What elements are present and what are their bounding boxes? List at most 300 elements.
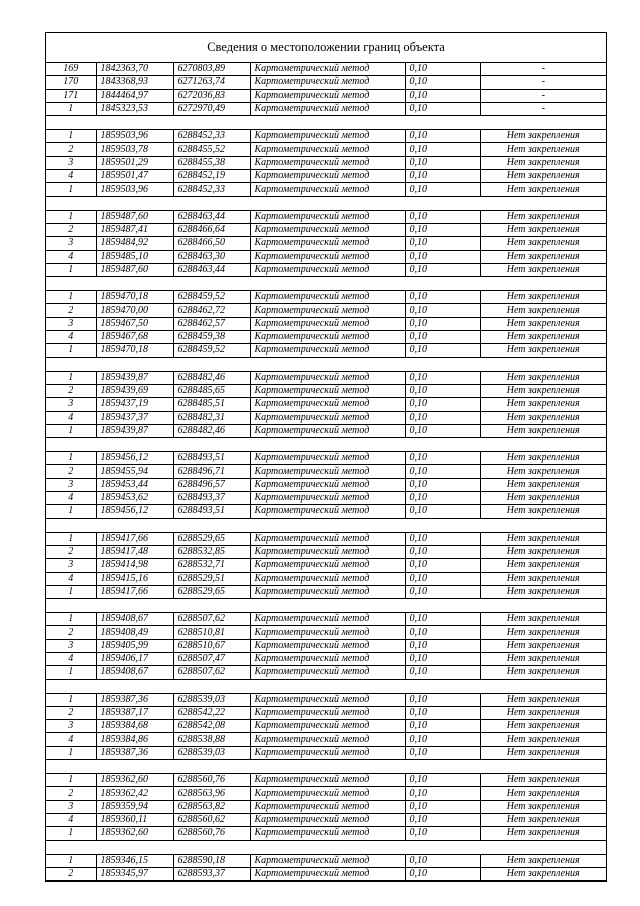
coord-x-cell: 1859362,42 — [96, 787, 173, 800]
table-row — [46, 465, 606, 478]
method-cell: Картометрический метод — [250, 774, 405, 787]
point-number-cell: 1 — [46, 130, 96, 143]
accuracy-cell: 0,10 — [405, 398, 480, 411]
fixing-description-cell: Нет закрепления — [480, 626, 606, 639]
table-row — [46, 478, 606, 491]
coord-x-cell: 1842363,70 — [96, 63, 173, 76]
fixing-description-cell: Нет закрепления — [480, 545, 606, 558]
coord-x-cell: 1859487,60 — [96, 263, 173, 276]
coord-x-cell: 1859453,62 — [96, 492, 173, 505]
fixing-description-cell: Нет закрепления — [480, 666, 606, 679]
accuracy-cell: 0,10 — [405, 867, 480, 880]
table-row — [46, 304, 606, 317]
fixing-description-cell: Нет закрепления — [480, 585, 606, 598]
coord-x-cell: 1859405,99 — [96, 639, 173, 652]
method-cell: Картометрический метод — [250, 693, 405, 706]
coord-x-cell: 1859362,60 — [96, 774, 173, 787]
coord-y-cell: 6288542,22 — [173, 706, 250, 719]
point-number-cell: 3 — [46, 156, 96, 169]
coord-x-cell: 1859487,60 — [96, 210, 173, 223]
method-cell: Картометрический метод — [250, 398, 405, 411]
coord-y-cell: 6288459,52 — [173, 344, 250, 357]
fixing-description-cell: Нет закрепления — [480, 532, 606, 545]
fixing-description-cell: Нет закрепления — [480, 237, 606, 250]
coord-x-cell: 1843368,93 — [96, 76, 173, 89]
group-separator — [46, 518, 606, 532]
coord-x-cell: 1859384,68 — [96, 720, 173, 733]
coord-x-cell: 1859467,68 — [96, 331, 173, 344]
table-row — [46, 639, 606, 652]
coord-x-cell: 1859408,49 — [96, 626, 173, 639]
accuracy-cell: 0,10 — [405, 505, 480, 518]
fixing-description-cell: Нет закрепления — [480, 263, 606, 276]
coord-y-cell: 6288532,71 — [173, 559, 250, 572]
fixing-description-cell: Нет закрепления — [480, 452, 606, 465]
fixing-description-cell: Нет закрепления — [480, 787, 606, 800]
method-cell: Картометрический метод — [250, 626, 405, 639]
coordinates-table — [46, 63, 606, 881]
table-row — [46, 800, 606, 813]
point-number-cell: 1 — [46, 666, 96, 679]
coord-y-cell: 6288452,33 — [173, 183, 250, 196]
table-row — [46, 559, 606, 572]
table-row — [46, 424, 606, 437]
coord-x-cell: 1859346,15 — [96, 854, 173, 867]
coord-y-cell: 6288560,76 — [173, 774, 250, 787]
coord-x-cell: 1859437,19 — [96, 398, 173, 411]
accuracy-cell: 0,10 — [405, 706, 480, 719]
coord-y-cell: 6288455,52 — [173, 143, 250, 156]
accuracy-cell: 0,10 — [405, 532, 480, 545]
method-cell: Картометрический метод — [250, 532, 405, 545]
coord-x-cell: 1859345,97 — [96, 867, 173, 880]
accuracy-cell: 0,10 — [405, 317, 480, 330]
fixing-description-cell: Нет закрепления — [480, 344, 606, 357]
method-cell: Картометрический метод — [250, 263, 405, 276]
coord-y-cell: 6288507,62 — [173, 666, 250, 679]
table-row — [46, 492, 606, 505]
coord-y-cell: 6288539,03 — [173, 746, 250, 759]
separator-cell — [46, 840, 606, 854]
point-number-cell: 170 — [46, 76, 96, 89]
accuracy-cell: 0,10 — [405, 827, 480, 840]
coord-y-cell: 6288482,31 — [173, 411, 250, 424]
coord-y-cell: 6288455,38 — [173, 156, 250, 169]
table-row — [46, 398, 606, 411]
method-cell: Картометрический метод — [250, 183, 405, 196]
table-row — [46, 827, 606, 840]
coord-y-cell: 6288593,37 — [173, 867, 250, 880]
coord-x-cell: 1859362,60 — [96, 827, 173, 840]
point-number-cell: 1 — [46, 827, 96, 840]
coord-y-cell: 6288563,82 — [173, 800, 250, 813]
accuracy-cell: 0,10 — [405, 384, 480, 397]
accuracy-cell: 0,10 — [405, 693, 480, 706]
method-cell: Картометрический метод — [250, 854, 405, 867]
method-cell: Картометрический метод — [250, 291, 405, 304]
point-number-cell: 2 — [46, 626, 96, 639]
table-row — [46, 63, 606, 76]
point-number-cell: 1 — [46, 344, 96, 357]
fixing-description-cell: Нет закрепления — [480, 398, 606, 411]
point-number-cell: 1 — [46, 774, 96, 787]
coord-x-cell: 1859503,78 — [96, 143, 173, 156]
point-number-cell: 2 — [46, 787, 96, 800]
point-number-cell: 3 — [46, 317, 96, 330]
coord-x-cell: 1859503,96 — [96, 183, 173, 196]
point-number-cell: 1 — [46, 613, 96, 626]
coord-y-cell: 6288493,51 — [173, 452, 250, 465]
coord-x-cell: 1859387,17 — [96, 706, 173, 719]
method-cell: Картометрический метод — [250, 572, 405, 585]
group-separator — [46, 840, 606, 854]
point-number-cell: 1 — [46, 452, 96, 465]
coord-x-cell: 1859408,67 — [96, 613, 173, 626]
accuracy-cell: 0,10 — [405, 183, 480, 196]
point-number-cell: 1 — [46, 746, 96, 759]
method-cell: Картометрический метод — [250, 452, 405, 465]
group-separator — [46, 438, 606, 452]
table-row — [46, 371, 606, 384]
separator-cell — [46, 277, 606, 291]
coord-y-cell: 6288510,81 — [173, 626, 250, 639]
table-row — [46, 317, 606, 330]
group-separator — [46, 196, 606, 210]
method-cell: Картометрический метод — [250, 706, 405, 719]
table-row — [46, 706, 606, 719]
method-cell: Картометрический метод — [250, 505, 405, 518]
coord-y-cell: 6288560,62 — [173, 813, 250, 826]
method-cell: Картометрический метод — [250, 465, 405, 478]
method-cell: Картометрический метод — [250, 76, 405, 89]
accuracy-cell: 0,10 — [405, 63, 480, 76]
coord-y-cell: 6288560,76 — [173, 827, 250, 840]
coord-x-cell: 1859359,94 — [96, 800, 173, 813]
point-number-cell: 4 — [46, 652, 96, 665]
point-number-cell: 3 — [46, 237, 96, 250]
method-cell: Картометрический метод — [250, 827, 405, 840]
point-number-cell: 2 — [46, 706, 96, 719]
fixing-description-cell: Нет закрепления — [480, 505, 606, 518]
table-row — [46, 774, 606, 787]
table-row — [46, 532, 606, 545]
method-cell: Картометрический метод — [250, 344, 405, 357]
coordinates-table-body — [46, 63, 606, 881]
coord-y-cell: 6288542,08 — [173, 720, 250, 733]
point-number-cell: 1 — [46, 102, 96, 115]
fixing-description-cell: Нет закрепления — [480, 223, 606, 236]
point-number-cell: 2 — [46, 384, 96, 397]
fixing-description-cell: - — [480, 89, 606, 102]
accuracy-cell: 0,10 — [405, 170, 480, 183]
fixing-description-cell: Нет закрепления — [480, 867, 606, 880]
accuracy-cell: 0,10 — [405, 545, 480, 558]
coord-y-cell: 6288459,38 — [173, 331, 250, 344]
table-row — [46, 223, 606, 236]
method-cell: Картометрический метод — [250, 720, 405, 733]
method-cell: Картометрический метод — [250, 143, 405, 156]
table-row — [46, 652, 606, 665]
accuracy-cell: 0,10 — [405, 263, 480, 276]
accuracy-cell: 0,10 — [405, 787, 480, 800]
method-cell: Картометрический метод — [250, 733, 405, 746]
table-row — [46, 183, 606, 196]
point-number-cell: 3 — [46, 478, 96, 491]
point-number-cell: 2 — [46, 465, 96, 478]
point-number-cell: 1 — [46, 263, 96, 276]
coord-x-cell: 1859417,48 — [96, 545, 173, 558]
method-cell: Картометрический метод — [250, 371, 405, 384]
accuracy-cell: 0,10 — [405, 800, 480, 813]
accuracy-cell: 0,10 — [405, 854, 480, 867]
accuracy-cell: 0,10 — [405, 720, 480, 733]
coord-x-cell: 1859387,36 — [96, 693, 173, 706]
point-number-cell: 1 — [46, 532, 96, 545]
group-separator — [46, 357, 606, 371]
fixing-description-cell: - — [480, 76, 606, 89]
coord-x-cell: 1859470,00 — [96, 304, 173, 317]
coord-y-cell: 6288482,46 — [173, 371, 250, 384]
coord-y-cell: 6288496,57 — [173, 478, 250, 491]
fixing-description-cell: Нет закрепления — [480, 465, 606, 478]
fixing-description-cell: Нет закрепления — [480, 613, 606, 626]
method-cell: Картометрический метод — [250, 384, 405, 397]
accuracy-cell: 0,10 — [405, 813, 480, 826]
group-separator — [46, 116, 606, 130]
coord-y-cell: 6288493,51 — [173, 505, 250, 518]
method-cell: Картометрический метод — [250, 813, 405, 826]
table-row — [46, 210, 606, 223]
method-cell: Картометрический метод — [250, 130, 405, 143]
coord-y-cell: 6288539,03 — [173, 693, 250, 706]
table-row — [46, 89, 606, 102]
accuracy-cell: 0,10 — [405, 371, 480, 384]
separator-cell — [46, 357, 606, 371]
point-number-cell: 4 — [46, 411, 96, 424]
point-number-cell: 3 — [46, 559, 96, 572]
method-cell: Картометрический метод — [250, 424, 405, 437]
coord-x-cell: 1859437,37 — [96, 411, 173, 424]
table-row — [46, 156, 606, 169]
fixing-description-cell: Нет закрепления — [480, 250, 606, 263]
separator-cell — [46, 196, 606, 210]
coord-x-cell: 1844464,97 — [96, 89, 173, 102]
point-number-cell: 1 — [46, 183, 96, 196]
fixing-description-cell: Нет закрепления — [480, 492, 606, 505]
table-row — [46, 505, 606, 518]
accuracy-cell: 0,10 — [405, 344, 480, 357]
coord-x-cell: 1859485,10 — [96, 250, 173, 263]
accuracy-cell: 0,10 — [405, 559, 480, 572]
coord-x-cell: 1859439,87 — [96, 371, 173, 384]
method-cell: Картометрический метод — [250, 317, 405, 330]
coord-x-cell: 1859384,86 — [96, 733, 173, 746]
method-cell: Картометрический метод — [250, 237, 405, 250]
point-number-cell: 1 — [46, 854, 96, 867]
method-cell: Картометрический метод — [250, 800, 405, 813]
table-row — [46, 250, 606, 263]
coord-x-cell: 1859503,96 — [96, 130, 173, 143]
accuracy-cell: 0,10 — [405, 746, 480, 759]
coord-x-cell: 1859501,47 — [96, 170, 173, 183]
fixing-description-cell: Нет закрепления — [480, 706, 606, 719]
coord-y-cell: 6288538,88 — [173, 733, 250, 746]
point-number-cell: 1 — [46, 505, 96, 518]
table-row — [46, 452, 606, 465]
table-row — [46, 787, 606, 800]
point-number-cell: 2 — [46, 867, 96, 880]
coord-y-cell: 6271263,74 — [173, 76, 250, 89]
coord-x-cell: 1859484,92 — [96, 237, 173, 250]
method-cell: Картометрический метод — [250, 585, 405, 598]
coord-y-cell: 6288482,46 — [173, 424, 250, 437]
separator-cell — [46, 679, 606, 693]
accuracy-cell: 0,10 — [405, 424, 480, 437]
method-cell: Картометрический метод — [250, 545, 405, 558]
method-cell: Картометрический метод — [250, 210, 405, 223]
coord-x-cell: 1859456,12 — [96, 452, 173, 465]
accuracy-cell: 0,10 — [405, 89, 480, 102]
point-number-cell: 3 — [46, 639, 96, 652]
fixing-description-cell: Нет закрепления — [480, 170, 606, 183]
coord-y-cell: 6288462,72 — [173, 304, 250, 317]
table-row — [46, 572, 606, 585]
coord-y-cell: 6288452,19 — [173, 170, 250, 183]
point-number-cell: 2 — [46, 545, 96, 558]
table-row — [46, 76, 606, 89]
group-separator — [46, 277, 606, 291]
coord-x-cell: 1859414,98 — [96, 559, 173, 572]
method-cell: Картометрический метод — [250, 559, 405, 572]
fixing-description-cell: Нет закрепления — [480, 774, 606, 787]
fixing-description-cell: Нет закрепления — [480, 572, 606, 585]
point-number-cell: 3 — [46, 720, 96, 733]
accuracy-cell: 0,10 — [405, 478, 480, 491]
coord-y-cell: 6288493,37 — [173, 492, 250, 505]
accuracy-cell: 0,10 — [405, 223, 480, 236]
coord-y-cell: 6288466,64 — [173, 223, 250, 236]
coord-x-cell: 1859360,11 — [96, 813, 173, 826]
accuracy-cell: 0,10 — [405, 666, 480, 679]
coord-x-cell: 1859487,41 — [96, 223, 173, 236]
accuracy-cell: 0,10 — [405, 492, 480, 505]
coord-y-cell: 6288532,85 — [173, 545, 250, 558]
coord-y-cell: 6272036,83 — [173, 89, 250, 102]
method-cell: Картометрический метод — [250, 102, 405, 115]
coord-y-cell: 6288529,65 — [173, 585, 250, 598]
coord-x-cell: 1859417,66 — [96, 585, 173, 598]
accuracy-cell: 0,10 — [405, 639, 480, 652]
fixing-description-cell: Нет закрепления — [480, 384, 606, 397]
coord-y-cell: 6288485,65 — [173, 384, 250, 397]
point-number-cell: 2 — [46, 143, 96, 156]
coord-y-cell: 6288529,65 — [173, 532, 250, 545]
separator-cell — [46, 438, 606, 452]
separator-cell — [46, 760, 606, 774]
separator-cell — [46, 599, 606, 613]
accuracy-cell: 0,10 — [405, 774, 480, 787]
table-row — [46, 585, 606, 598]
fixing-description-cell: Нет закрепления — [480, 746, 606, 759]
coord-y-cell: 6288507,47 — [173, 652, 250, 665]
point-number-cell: 4 — [46, 331, 96, 344]
method-cell: Картометрический метод — [250, 250, 405, 263]
table-row — [46, 626, 606, 639]
coord-x-cell: 1859470,18 — [96, 291, 173, 304]
coord-x-cell: 1859501,29 — [96, 156, 173, 169]
accuracy-cell: 0,10 — [405, 331, 480, 344]
fixing-description-cell: Нет закрепления — [480, 478, 606, 491]
coord-x-cell: 1859455,94 — [96, 465, 173, 478]
fixing-description-cell: Нет закрепления — [480, 143, 606, 156]
fixing-description-cell: Нет закрепления — [480, 130, 606, 143]
coord-x-cell: 1859406,17 — [96, 652, 173, 665]
fixing-description-cell: Нет закрепления — [480, 652, 606, 665]
group-separator — [46, 599, 606, 613]
accuracy-cell: 0,10 — [405, 130, 480, 143]
accuracy-cell: 0,10 — [405, 585, 480, 598]
point-number-cell: 4 — [46, 250, 96, 263]
fixing-description-cell: Нет закрепления — [480, 800, 606, 813]
point-number-cell: 171 — [46, 89, 96, 102]
coord-y-cell: 6272970,49 — [173, 102, 250, 115]
coord-x-cell: 1859456,12 — [96, 505, 173, 518]
method-cell: Картометрический метод — [250, 652, 405, 665]
point-number-cell: 1 — [46, 371, 96, 384]
accuracy-cell: 0,10 — [405, 652, 480, 665]
fixing-description-cell: Нет закрепления — [480, 854, 606, 867]
fixing-description-cell: Нет закрепления — [480, 639, 606, 652]
fixing-description-cell: Нет закрепления — [480, 291, 606, 304]
coord-y-cell: 6288463,30 — [173, 250, 250, 263]
table-row — [46, 545, 606, 558]
table-row — [46, 746, 606, 759]
point-number-cell: 4 — [46, 572, 96, 585]
table-row — [46, 291, 606, 304]
coord-y-cell: 6288463,44 — [173, 263, 250, 276]
accuracy-cell: 0,10 — [405, 76, 480, 89]
table-row — [46, 733, 606, 746]
fixing-description-cell: Нет закрепления — [480, 424, 606, 437]
method-cell: Картометрический метод — [250, 613, 405, 626]
method-cell: Картометрический метод — [250, 492, 405, 505]
table-row — [46, 344, 606, 357]
page-title: Сведения о местоположении границ объекта — [46, 33, 606, 63]
point-number-cell: 2 — [46, 223, 96, 236]
table-row — [46, 384, 606, 397]
coord-x-cell: 1859467,50 — [96, 317, 173, 330]
coord-y-cell: 6288510,67 — [173, 639, 250, 652]
accuracy-cell: 0,10 — [405, 291, 480, 304]
coord-y-cell: 6288459,52 — [173, 291, 250, 304]
coord-x-cell: 1859408,67 — [96, 666, 173, 679]
accuracy-cell: 0,10 — [405, 156, 480, 169]
coord-x-cell: 1859417,66 — [96, 532, 173, 545]
fixing-description-cell: Нет закрепления — [480, 371, 606, 384]
accuracy-cell: 0,10 — [405, 626, 480, 639]
coord-y-cell: 6288463,44 — [173, 210, 250, 223]
accuracy-cell: 0,10 — [405, 237, 480, 250]
point-number-cell: 169 — [46, 63, 96, 76]
method-cell: Картометрический метод — [250, 89, 405, 102]
point-number-cell: 4 — [46, 813, 96, 826]
accuracy-cell: 0,10 — [405, 733, 480, 746]
table-row — [46, 411, 606, 424]
coord-x-cell: 1859470,18 — [96, 344, 173, 357]
method-cell: Картометрический метод — [250, 331, 405, 344]
coord-x-cell: 1859453,44 — [96, 478, 173, 491]
method-cell: Картометрический метод — [250, 787, 405, 800]
